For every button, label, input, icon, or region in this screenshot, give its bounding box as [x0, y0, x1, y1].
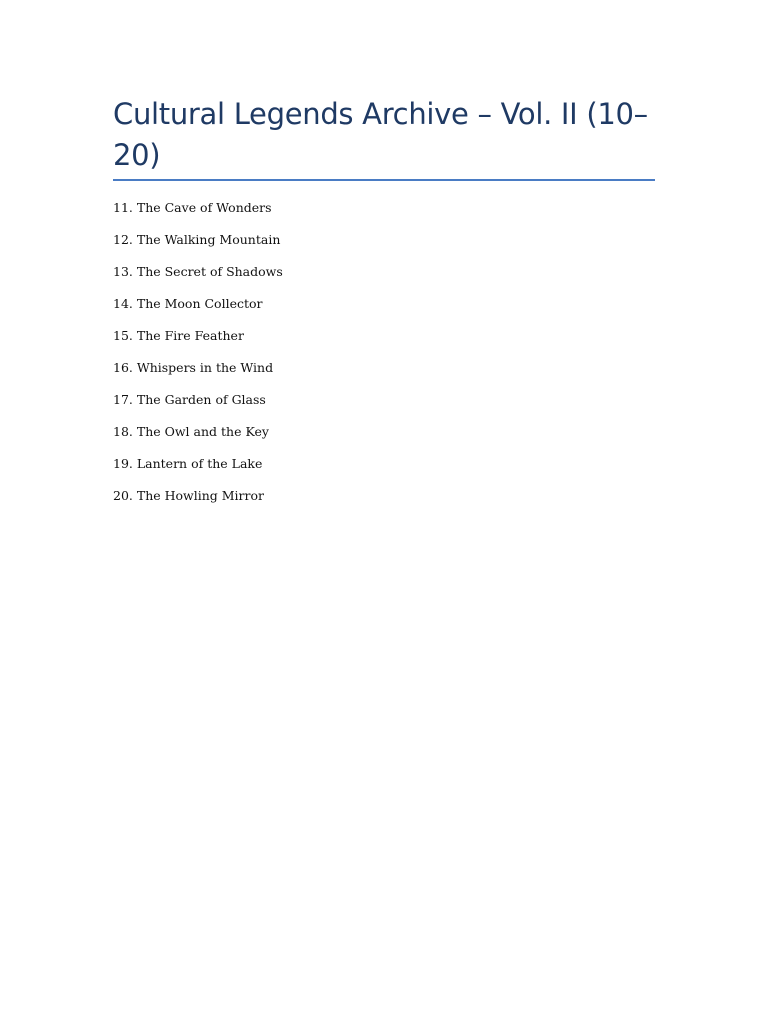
list-item: 18. The Owl and the Key: [113, 424, 269, 439]
list-item: 19. Lantern of the Lake: [113, 456, 263, 471]
list-item: 20. The Howling Mirror: [113, 488, 265, 503]
legend-list: [113, 200, 655, 504]
list-item: 16. Whispers in the Wind: [113, 360, 274, 375]
list-item: 11. The Cave of Wonders: [113, 200, 272, 215]
page-title: Cultural Legends Archive – Vol. II (10–20): [113, 97, 648, 172]
list-item: 12. The Walking Mountain: [113, 232, 281, 247]
list-item: 13. The Secret of Shadows: [113, 264, 283, 279]
list-item: 14. The Moon Collector: [113, 296, 263, 311]
title-divider: [113, 179, 655, 181]
list-item: 17. The Garden of Glass: [113, 392, 266, 407]
document-page: [113, 94, 655, 520]
list-item: 15. The Fire Feather: [113, 328, 244, 343]
